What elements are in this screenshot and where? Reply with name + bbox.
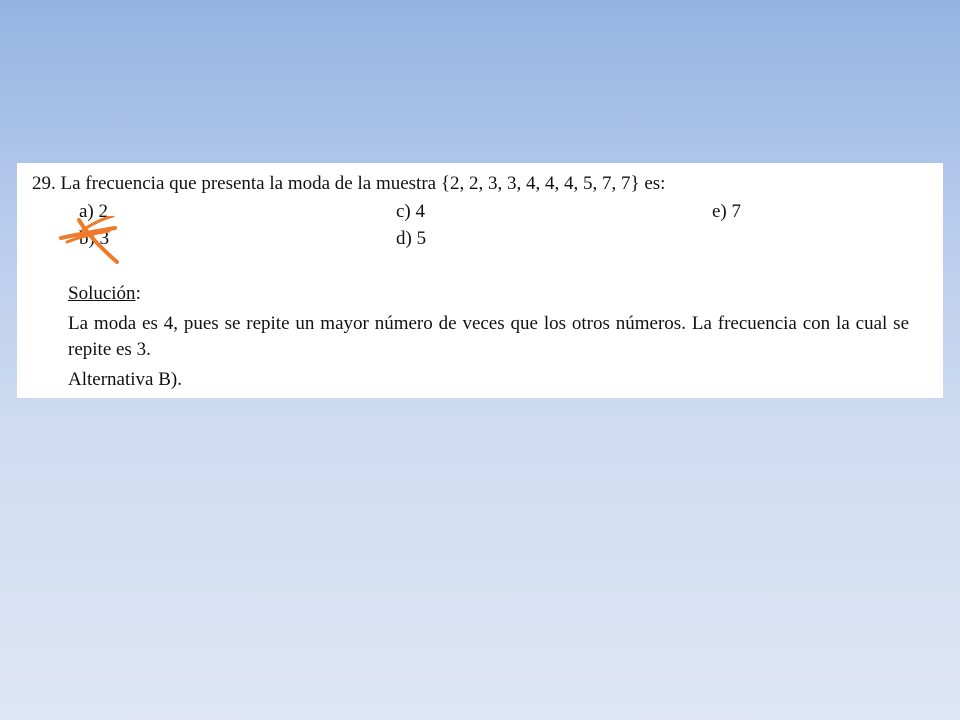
solution-body: La moda es 4, pues se repite un mayor número de veces que los otros números. La frecuencia con la cual se repite es 3. [68,313,909,360]
question-text: 29. La frecuencia que presenta la moda de la muestra {2, 2, 3, 3, 4, 4, 4, 5, 7, 7} es: [32,173,666,194]
question-card [17,163,943,398]
solution-label: Solución [68,283,136,304]
option-d: d) 5 [396,228,427,249]
option-e: e) 7 [712,201,742,222]
solution-alternative: Alternativa B). [68,369,182,390]
option-c: c) 4 [396,201,426,222]
solution-heading [68,283,141,305]
option-a: a) 2 [79,201,109,222]
option-b: b) 3 [79,228,110,249]
solution-label-colon: : [135,283,141,304]
